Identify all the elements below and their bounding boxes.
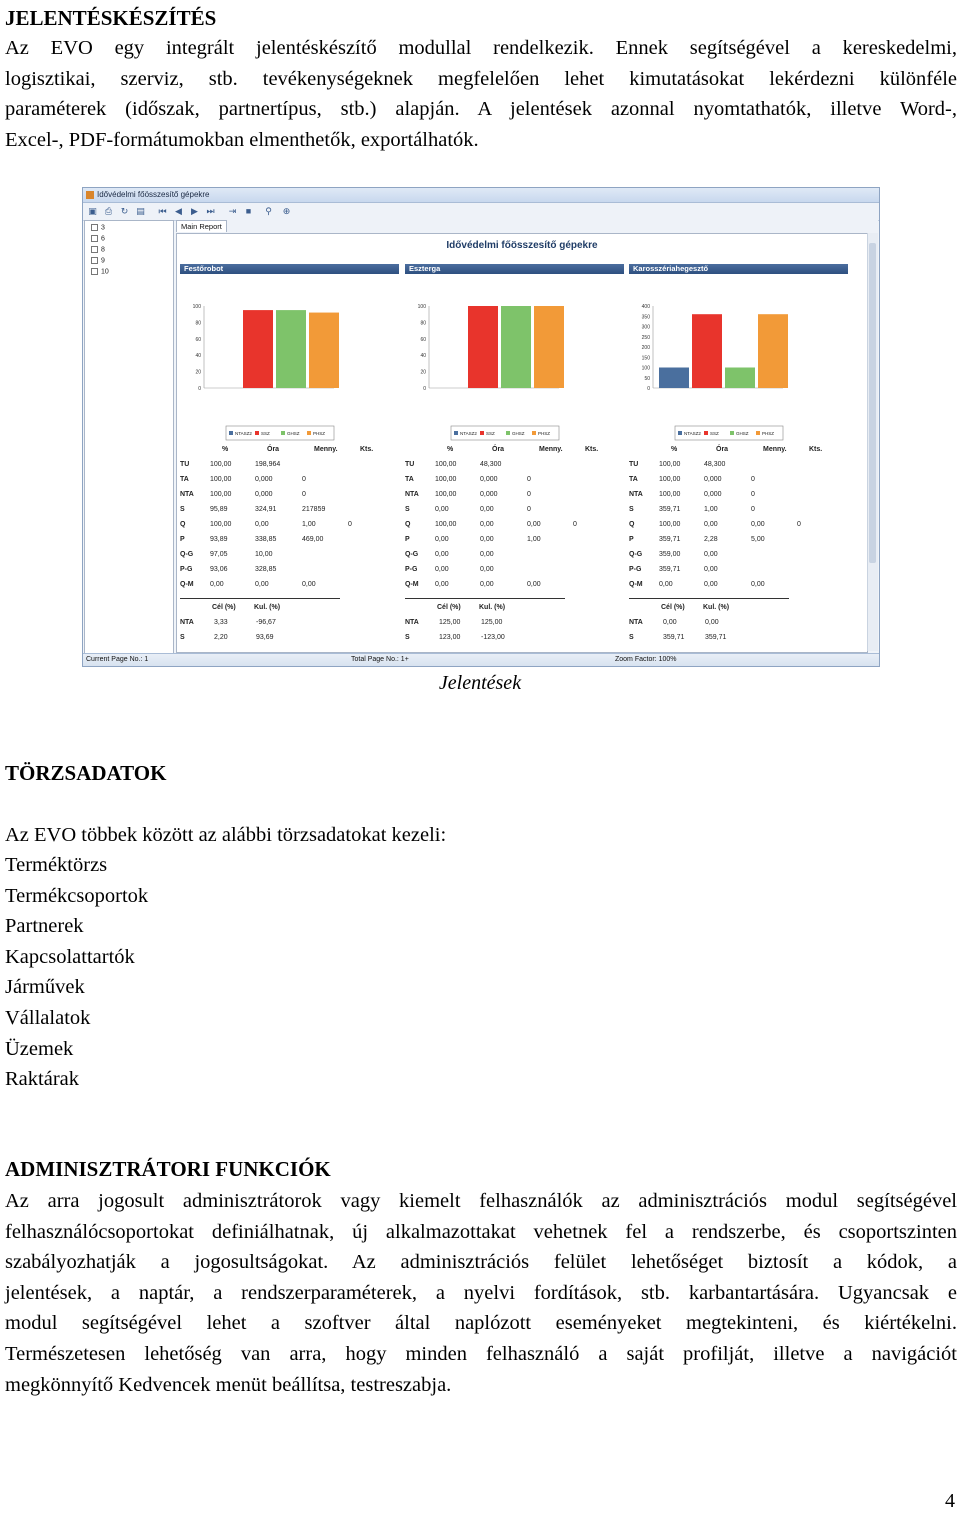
table-cell: 0,00	[704, 521, 718, 528]
y-tick-label: 150	[641, 355, 650, 362]
row-label: P	[629, 536, 634, 543]
row-label: NTA	[629, 491, 643, 498]
table-cell: 0	[527, 476, 531, 483]
bar-ntasz2	[659, 368, 689, 389]
first-page-icon[interactable]: ⏮	[158, 206, 167, 216]
table-header-cell: Kul. (%)	[254, 604, 281, 611]
row-label: TU	[405, 461, 415, 468]
row-label: Q	[180, 521, 186, 528]
table-cell: 359,71	[659, 536, 681, 543]
legend-swatch	[704, 431, 708, 435]
table-cell: -123,00	[481, 634, 505, 641]
table-header-cell: Menny.	[314, 446, 338, 453]
table-cell: 0	[751, 506, 755, 513]
table-cell: 0,00	[663, 619, 677, 626]
list-item: Terméktörzs	[5, 854, 108, 876]
tree-item[interactable]: 10	[91, 268, 109, 275]
table-header-cell: Kul. (%)	[479, 604, 506, 611]
tree-toggle-icon[interactable]: ▤	[136, 206, 145, 216]
row-label: Q-G	[629, 551, 643, 558]
table-header-cell: Menny.	[539, 446, 563, 453]
y-tick-label: 50	[644, 375, 650, 382]
prev-page-icon[interactable]: ◀	[175, 206, 182, 216]
row-label: S	[629, 634, 634, 641]
report-panel	[405, 264, 624, 654]
table-cell: 0,00	[527, 521, 541, 528]
table-divider	[629, 598, 789, 599]
table-divider	[405, 598, 565, 599]
y-tick-label: 200	[641, 345, 650, 351]
table-cell: 0,00	[704, 581, 718, 588]
table-cell: 123,00	[439, 634, 461, 641]
row-label: Q	[405, 521, 411, 528]
table-cell: 198,964	[255, 461, 281, 468]
y-tick-label: 20	[195, 369, 201, 376]
table-divider	[180, 598, 340, 599]
table-cell: 0	[527, 491, 531, 498]
table-cell: 0,00	[480, 536, 494, 543]
table-cell: 0,00	[210, 581, 224, 588]
row-label: NTA	[405, 491, 419, 498]
window-titlebar	[83, 188, 879, 203]
list-item: Termékcsoportok	[5, 884, 149, 907]
legend-swatch	[229, 431, 233, 435]
row-label: TA	[405, 476, 414, 483]
panel-title: Festőrobot	[180, 264, 399, 274]
table-cell: 0,00	[480, 566, 494, 573]
row-label: P-G	[405, 566, 418, 573]
paragraph-line: modul segítségével lehet a szoftver által naplózott eseményeket megtekinteni, és kiértékelni.	[5, 1312, 957, 1335]
table-cell: 328,85	[255, 566, 277, 573]
row-label: S	[405, 634, 410, 641]
paragraph-line: logisztikai, szerviz, stb. tevékenységeknek megfelelően lehet kimutatásokat lekérdezni különféle	[5, 67, 957, 90]
table-cell: 0	[573, 521, 577, 528]
stop-icon[interactable]: ■	[245, 206, 252, 216]
table-cell: 3,33	[214, 619, 228, 626]
table-cell: 1,00	[704, 506, 718, 513]
table-cell: 100,00	[210, 491, 232, 498]
table-cell: 0,000	[704, 476, 722, 483]
figure-caption: Jelentések	[438, 672, 522, 694]
table-cell: 95,89	[210, 506, 228, 513]
paragraph-line: Természetesen lehetőség van arra, hogy minden felhasználó a saját profilját, illetve a navigációt	[5, 1342, 957, 1365]
y-tick-label: 300	[641, 324, 650, 331]
table-cell: 100,00	[210, 521, 232, 528]
table-cell: 0,00	[751, 521, 765, 528]
bar-chart	[629, 276, 844, 444]
bar-phsz	[309, 313, 339, 388]
paragraph-line: Az arra jogosult adminisztrátorok vagy kiemelt felhasználók az adminisztrációs modul segítségével	[5, 1190, 957, 1212]
window-title: Idővédelmi főösszesítő gépekre	[97, 190, 210, 199]
section-heading-jelenteskeszites: JELENTÉSKÉSZÍTÉS	[5, 6, 217, 30]
tree-item[interactable]: 9	[91, 257, 105, 264]
bar-chart	[180, 276, 395, 444]
panel-title: Karosszériahegesztő	[629, 264, 848, 274]
row-label: TU	[629, 461, 639, 468]
report-tabstrip	[176, 220, 878, 233]
table-header-cell: Cél (%)	[661, 604, 685, 611]
y-tick-label: 100	[641, 365, 650, 372]
bar-phsz	[534, 306, 564, 388]
table-cell: 5,00	[751, 536, 765, 543]
list-item: Kapcsolattartók	[5, 945, 135, 968]
report-title: Idővédelmi főösszesítő gépekre	[446, 240, 598, 251]
legend-swatch	[454, 431, 458, 435]
torzsadatok-intro: Az EVO többek között az alábbi törzsadatokat kezeli:	[5, 824, 447, 846]
y-tick-label: 60	[420, 336, 426, 343]
legend-swatch	[730, 431, 734, 435]
y-tick-label: 0	[198, 386, 201, 392]
table-cell: 100,00	[659, 521, 681, 528]
table-cell: 93,69	[256, 634, 274, 641]
viewer-toolbar	[83, 203, 879, 221]
row-label: TA	[180, 476, 189, 483]
section-heading-adminisztratori-funkciok: ADMINISZTRÁTORI FUNKCIÓK	[5, 1157, 331, 1181]
table-header-cell: Menny.	[763, 446, 787, 453]
row-label: P-G	[180, 566, 193, 573]
legend-label: NTASZ2	[235, 431, 252, 436]
report-canvas	[176, 233, 868, 653]
table-cell: 125,00	[439, 619, 461, 626]
y-tick-label: 100	[192, 304, 201, 310]
table-cell: 100,00	[435, 491, 457, 498]
bar-chart	[405, 276, 620, 444]
paragraph-line: megkönnyítő Kedvencek menüt beállítsa, testreszabja.	[5, 1373, 452, 1396]
report-panel	[180, 264, 399, 654]
table-header-cell: Óra	[492, 446, 505, 453]
table-header-cell: %	[222, 446, 229, 453]
refresh-icon[interactable]: ↻	[120, 206, 129, 216]
row-label: S	[180, 506, 185, 513]
table-cell: 0	[302, 476, 306, 483]
legend-swatch	[678, 431, 682, 435]
legend-label: GHSZ	[512, 431, 525, 436]
row-label: TA	[629, 476, 638, 483]
legend-label: NTASZ2	[460, 431, 477, 436]
y-tick-label: 60	[195, 336, 201, 343]
list-item: Vállalatok	[5, 1006, 91, 1029]
legend-swatch	[480, 431, 484, 435]
table-cell: 0,000	[480, 491, 498, 498]
table-header-cell: Kts.	[585, 446, 599, 453]
legend-label: GHSZ	[287, 431, 300, 436]
paragraph-line: szabályozhatják a jogosultságokat. Az adminisztrációs felület lehetőséget biztosít a kódok, a	[5, 1251, 957, 1274]
bar-ghsz	[276, 310, 306, 388]
table-cell: 0	[797, 521, 801, 528]
table-cell: 324,91	[255, 506, 277, 513]
table-cell: 0,00	[705, 619, 719, 626]
y-tick-label: 20	[420, 369, 426, 376]
tree-item[interactable]: 8	[91, 246, 105, 253]
current-page-status: Current Page No.: 1	[86, 656, 149, 663]
table-cell: 0,00	[480, 521, 494, 528]
bar-ghsz	[501, 306, 531, 388]
bar-phsz	[758, 314, 788, 388]
table-cell: 93,89	[210, 536, 228, 543]
report-viewer-screenshot	[82, 187, 880, 667]
table-cell: 0,000	[255, 491, 273, 498]
table-cell: 0	[302, 491, 306, 498]
table-header-cell: Kts.	[360, 446, 374, 453]
table-cell: 469,00	[302, 536, 324, 543]
list-item: Üzemek	[5, 1037, 74, 1060]
table-cell: 100,00	[659, 491, 681, 498]
row-label: NTA	[629, 619, 643, 626]
row-label: S	[405, 506, 410, 513]
table-cell: 217859	[302, 506, 326, 513]
paragraph-line: jelentések, a naptár, a rendszerparaméterek, a nyelvi fordítások, stb. karbantartására. Ugyancsak e	[5, 1281, 957, 1304]
y-tick-label: 250	[641, 334, 650, 341]
find-icon[interactable]: ⚲	[265, 206, 272, 216]
table-header-cell: Kts.	[809, 446, 823, 453]
last-page-icon[interactable]: ⏭	[206, 206, 215, 216]
status-bar	[83, 653, 879, 667]
y-tick-label: 0	[423, 386, 426, 392]
paragraph-line: paraméterek (időszak, partnertípus, stb.) alapján. A jelentések azonnal nyomtathatók, illetve Word-,	[5, 98, 957, 121]
y-tick-label: 80	[195, 320, 201, 327]
table-cell: 0,00	[255, 521, 269, 528]
table-cell: 48,300	[704, 461, 726, 468]
torzsadatok-list	[5, 850, 148, 1095]
table-cell: 97,05	[210, 551, 228, 558]
bar-ssz	[243, 310, 273, 388]
row-label: TU	[180, 461, 190, 468]
legend-label: PHSZ	[313, 431, 326, 436]
table-cell: 10,00	[255, 551, 273, 558]
row-label: Q-M	[629, 581, 643, 588]
table-cell: 0,00	[435, 551, 449, 558]
list-item: Járművek	[5, 976, 85, 999]
tree-item[interactable]: 6	[91, 235, 105, 242]
paragraph-line: Excel-, PDF-formátumokban elmenthetők, exportálhatók.	[5, 128, 479, 151]
legend-swatch	[506, 431, 510, 435]
table-cell: 0	[751, 476, 755, 483]
next-page-icon[interactable]: ▶	[191, 206, 198, 216]
vertical-scrollbar[interactable]	[867, 233, 878, 651]
table-cell: 0,00	[302, 581, 316, 588]
export-icon[interactable]: ▣	[88, 206, 97, 216]
section-paragraph-admin	[5, 1186, 957, 1400]
legend-swatch	[756, 431, 760, 435]
bar-ssz	[692, 314, 722, 388]
table-cell: 338,85	[255, 536, 277, 543]
zoom-status: Zoom Factor: 100%	[615, 656, 677, 663]
legend-swatch	[255, 431, 259, 435]
y-tick-label: 400	[641, 304, 650, 310]
panel-title: Eszterga	[405, 264, 624, 274]
y-tick-label: 350	[641, 314, 650, 321]
table-cell: 0,00	[435, 581, 449, 588]
table-cell: 0,000	[255, 476, 273, 483]
legend-swatch	[281, 431, 285, 435]
table-cell: 0,00	[751, 581, 765, 588]
table-cell: 0	[527, 506, 531, 513]
table-cell: 0,00	[435, 506, 449, 513]
total-page-status: Total Page No.: 1+	[351, 656, 409, 663]
y-tick-label: 0	[647, 386, 650, 392]
bar-ghsz	[725, 368, 755, 389]
row-label: Q-G	[180, 551, 194, 558]
page-number: 4	[945, 1490, 955, 1512]
table-cell: 2,28	[704, 536, 718, 543]
table-cell: 0	[751, 491, 755, 498]
legend-swatch	[532, 431, 536, 435]
app-icon	[86, 191, 94, 199]
y-tick-label: 80	[420, 320, 426, 327]
legend-label: GHSZ	[736, 431, 749, 436]
legend-label: SSZ	[486, 431, 495, 436]
group-tree	[84, 220, 174, 656]
row-label: NTA	[405, 619, 419, 626]
table-cell: 359,71	[659, 506, 681, 513]
table-cell: 359,71	[663, 634, 685, 641]
table-cell: -96,67	[256, 619, 276, 626]
legend-label: SSZ	[261, 431, 270, 436]
section-heading-torzsadatok: TÖRZSADATOK	[5, 761, 167, 785]
table-cell: 1,00	[302, 521, 316, 528]
y-tick-label: 40	[195, 353, 201, 360]
table-cell: 0,00	[659, 581, 673, 588]
report-panel	[629, 264, 848, 654]
table-cell: 48,300	[480, 461, 502, 468]
table-cell: 100,00	[435, 521, 457, 528]
list-item: Raktárak	[5, 1068, 79, 1091]
print-icon[interactable]: ⎙	[104, 206, 113, 216]
paragraph-line: Az EVO egy integrált jelentéskészítő modullal rendelkezik. Ennek segítségével a kereskedelmi,	[5, 37, 957, 59]
zoom-icon[interactable]: ⊕	[282, 206, 291, 216]
table-cell: 0,00	[704, 551, 718, 558]
tree-item[interactable]: 3	[91, 224, 105, 231]
table-cell: 2,20	[214, 634, 228, 641]
table-cell: 100,00	[435, 461, 457, 468]
table-cell: 0,00	[480, 581, 494, 588]
table-cell: 359,71	[659, 566, 681, 573]
paragraph-line: felhasználócsoportokat definiálhatnak, új alkalmazottakat vehetnek fel a rendszerbe, és csoportszinten	[5, 1220, 957, 1243]
table-cell: 0,00	[480, 551, 494, 558]
table-cell: 0,00	[480, 506, 494, 513]
table-cell: 0,00	[704, 566, 718, 573]
y-tick-label: 100	[417, 304, 426, 310]
table-header-cell: Cél (%)	[212, 604, 236, 611]
table-cell: 359,00	[659, 551, 681, 558]
table-cell: 100,00	[435, 476, 457, 483]
legend-label: PHSZ	[538, 431, 551, 436]
table-header-cell: Cél (%)	[437, 604, 461, 611]
table-header-cell: %	[671, 446, 678, 453]
table-header-cell: Óra	[716, 446, 729, 453]
row-label: Q-M	[405, 581, 419, 588]
table-cell: 0,00	[435, 566, 449, 573]
row-label: NTA	[180, 619, 194, 626]
table-header-cell: %	[447, 446, 454, 453]
table-cell: 100,00	[210, 461, 232, 468]
table-cell: 0,00	[527, 581, 541, 588]
table-cell: 0,00	[435, 536, 449, 543]
goto-page-icon[interactable]: ⇥	[228, 206, 237, 216]
y-tick-label: 40	[420, 353, 426, 360]
table-header-cell: Óra	[267, 446, 280, 453]
table-cell: 1,00	[527, 536, 541, 543]
table-cell: 100,00	[659, 476, 681, 483]
row-label: Q	[629, 521, 635, 528]
table-cell: 100,00	[659, 461, 681, 468]
table-cell: 0,000	[704, 491, 722, 498]
legend-swatch	[307, 431, 311, 435]
tab-main-report[interactable]: Main Report	[176, 220, 227, 232]
row-label: P-G	[629, 566, 642, 573]
bar-ssz	[468, 306, 498, 388]
row-label: P	[180, 536, 185, 543]
legend-label: PHSZ	[762, 431, 775, 436]
table-header-cell: Kul. (%)	[703, 604, 730, 611]
table-cell: 0	[348, 521, 352, 528]
legend-label: SSZ	[710, 431, 719, 436]
legend-label: NTASZ2	[684, 431, 701, 436]
list-item: Partnerek	[5, 915, 84, 938]
row-label: S	[629, 506, 634, 513]
table-cell: 125,00	[481, 619, 503, 626]
row-label: S	[180, 634, 185, 641]
section-paragraph-jelenteskeszites	[5, 33, 957, 155]
row-label: Q-G	[405, 551, 419, 558]
table-cell: 359,71	[705, 634, 727, 641]
row-label: P	[405, 536, 410, 543]
table-cell: 100,00	[210, 476, 232, 483]
table-cell: 0,000	[480, 476, 498, 483]
table-cell: 93,06	[210, 566, 228, 573]
row-label: Q-M	[180, 581, 194, 588]
table-cell: 0,00	[255, 581, 269, 588]
row-label: NTA	[180, 491, 194, 498]
